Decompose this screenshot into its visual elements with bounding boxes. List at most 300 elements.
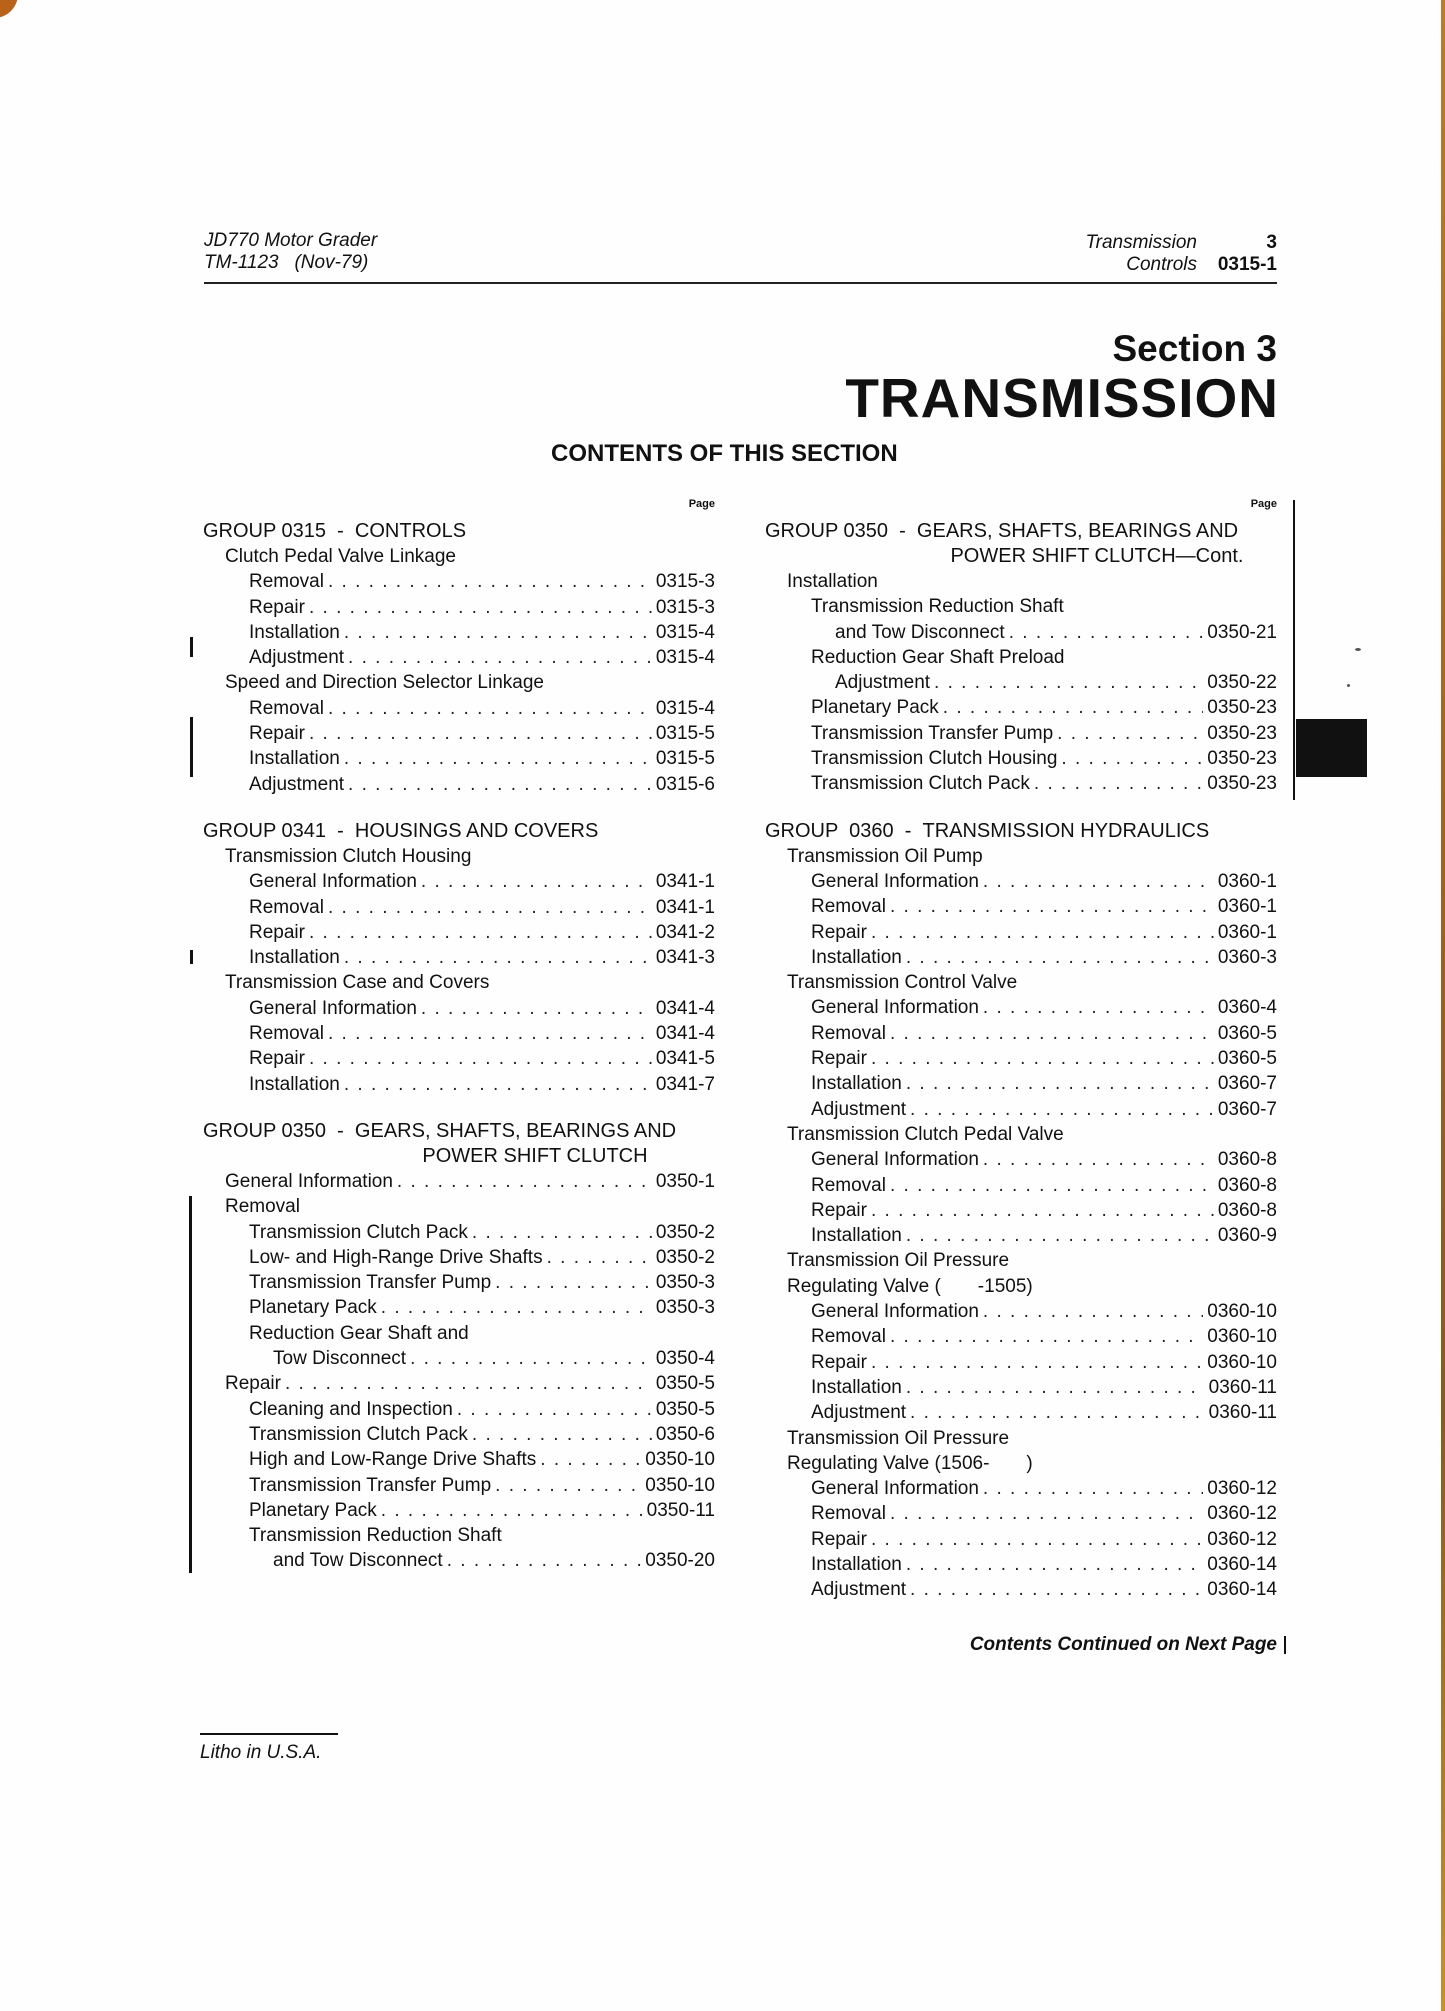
toc-entry-title: Transmission Control Valve <box>787 972 1018 994</box>
toc-entry-title: Installation <box>787 571 878 592</box>
toc-entry[interactable] <box>765 1021 1277 1046</box>
toc-entry[interactable] <box>765 1501 1277 1526</box>
toc-entry-title: Transmission Clutch Housing <box>811 748 1058 770</box>
toc-page-number: 0350-6 <box>655 1423 715 1445</box>
toc-subheading <box>765 970 1277 995</box>
dot-leader <box>983 995 1214 1020</box>
toc-page-number: 0341-7 <box>655 1073 715 1095</box>
toc-entry-title: Repair <box>811 1199 867 1221</box>
toc-entry[interactable] <box>765 771 1277 796</box>
toc-entry[interactable] <box>765 945 1277 970</box>
revision-bar <box>189 1196 192 1573</box>
dot-leader <box>890 894 1214 919</box>
toc-entry-title: Transmission Reduction Shaft <box>811 596 1064 618</box>
toc-entry-title: Adjustment <box>249 773 345 795</box>
toc-entry-title: Transmission Oil Pressure <box>787 1250 1010 1272</box>
dot-leader <box>910 1400 1205 1425</box>
toc-page-number: 0360-12 <box>1207 1478 1277 1500</box>
toc-entry-title: Installation <box>811 1073 902 1095</box>
page-corner-background <box>0 0 18 18</box>
group-code: GROUP 0350 - <box>765 520 917 542</box>
footer-rule <box>200 1733 338 1735</box>
group-title-line1: TRANSMISSION HYDRAULICS <box>922 819 1210 842</box>
toc-entry[interactable] <box>203 1371 715 1396</box>
toc-entry[interactable] <box>765 1476 1277 1501</box>
toc-entry[interactable] <box>203 1245 715 1270</box>
toc-entry[interactable] <box>203 1169 715 1194</box>
toc-page-number: 0360-12 <box>1207 1528 1277 1550</box>
dot-leader <box>381 1498 643 1523</box>
toc-entry[interactable] <box>203 595 715 620</box>
toc-entry-title: Repair <box>249 723 305 745</box>
dot-leader <box>871 1046 1214 1071</box>
toc-entry[interactable] <box>765 869 1277 894</box>
toc-page-number: 0360-7 <box>1217 1073 1277 1095</box>
toc-page-number: 0350-2 <box>655 1221 715 1243</box>
toc-entry[interactable] <box>765 1400 1277 1425</box>
toc-entry-title: Transmission Clutch Housing <box>225 845 472 867</box>
toc-page-number: 0341-1 <box>655 896 715 918</box>
toc-page-number: 0360-10 <box>1207 1351 1277 1373</box>
section-label: Section 3 <box>1112 328 1277 369</box>
toc-page-number: 0341-3 <box>655 947 715 969</box>
toc-page-number: 0350-3 <box>655 1297 715 1319</box>
toc-entry[interactable] <box>203 1397 715 1422</box>
dot-leader <box>906 1223 1214 1248</box>
toc-entry[interactable] <box>203 1046 715 1071</box>
dot-leader <box>447 1548 642 1573</box>
toc-entry-title: Adjustment <box>835 672 931 694</box>
group-code: GROUP 0360 - <box>765 819 923 842</box>
group-spacer <box>765 797 1277 819</box>
dot-leader <box>421 996 652 1021</box>
toc-entry-title: Installation <box>249 748 340 770</box>
dot-leader <box>421 869 652 894</box>
toc-entry[interactable] <box>765 1173 1277 1198</box>
page-column-label: Page <box>688 498 715 510</box>
dot-leader <box>983 869 1214 894</box>
revision-bar <box>1293 500 1295 800</box>
toc-left-column <box>203 497 715 1574</box>
group-title-line2: POWER SHIFT CLUTCH <box>422 1144 648 1167</box>
dot-leader <box>328 569 652 594</box>
toc-entry[interactable] <box>203 920 715 945</box>
dot-leader <box>495 1270 652 1295</box>
running-header-left <box>204 230 377 274</box>
toc-entry-title: General Information <box>249 871 417 893</box>
dot-leader <box>328 696 652 721</box>
group-title-line1: CONTROLS <box>354 520 467 542</box>
toc-entry[interactable] <box>203 1220 715 1245</box>
group-spacer <box>203 797 715 819</box>
toc-page-number: 0360-5 <box>1217 1048 1277 1070</box>
toc-page-number: 0341-2 <box>655 921 715 943</box>
toc-entry-title: Planetary Pack <box>249 1499 377 1521</box>
toc-entry-title: General Information <box>811 1478 979 1500</box>
toc-entry[interactable] <box>203 869 715 894</box>
toc-page-number: 0350-2 <box>655 1246 715 1268</box>
toc-entry[interactable] <box>765 1324 1277 1349</box>
toc-entry[interactable] <box>765 1097 1277 1122</box>
dot-leader <box>472 1220 652 1245</box>
toc-subheading <box>765 1122 1277 1147</box>
toc-entry-title: Repair <box>249 921 305 943</box>
toc-page-number: 0360-4 <box>1217 997 1277 1019</box>
toc-entry-title: Transmission Transfer Pump <box>811 722 1054 744</box>
toc-page-number: 0360-8 <box>1217 1174 1277 1196</box>
toc-entry-title: Tow Disconnect <box>273 1348 407 1370</box>
toc-entry[interactable] <box>203 1021 715 1046</box>
toc-entry-title: Planetary Pack <box>811 697 939 719</box>
toc-entry[interactable] <box>765 1375 1277 1400</box>
toc-subheading <box>203 970 715 995</box>
section-title: TRANSMISSION <box>845 367 1279 429</box>
toc-entry[interactable] <box>765 1577 1277 1602</box>
toc-page-number: 0360-11 <box>1208 1402 1277 1424</box>
group-title-line1: HOUSINGS AND COVERS <box>354 819 599 842</box>
toc-subheading <box>203 1194 715 1219</box>
toc-entry[interactable] <box>203 1498 715 1523</box>
toc-entry-title: Installation <box>249 621 340 643</box>
toc-page-number: 0350-21 <box>1207 621 1277 643</box>
dot-leader <box>495 1473 641 1498</box>
toc-page-number: 0341-5 <box>655 1048 715 1070</box>
toc-entry-title: Adjustment <box>811 1098 907 1120</box>
toc-entry[interactable] <box>203 945 715 970</box>
toc-entry[interactable] <box>765 1147 1277 1172</box>
toc-page-number: 0350-22 <box>1207 672 1277 694</box>
toc-entry[interactable] <box>765 1223 1277 1248</box>
dot-leader <box>871 1198 1214 1223</box>
toc-entry-title: Adjustment <box>249 647 345 669</box>
dot-leader <box>328 895 652 920</box>
group-title-line1: GEARS, SHAFTS, BEARINGS AND <box>354 1119 677 1142</box>
toc-entry-title: Repair <box>811 1048 867 1070</box>
toc-entry[interactable] <box>765 1299 1277 1324</box>
toc-entry[interactable] <box>203 1548 715 1573</box>
toc-entry-title: Regulating Valve (1506- ) <box>787 1452 1033 1474</box>
dot-leader <box>547 1245 652 1270</box>
toc-entry-title: Transmission Transfer Pump <box>249 1474 492 1496</box>
dot-leader <box>397 1169 652 1194</box>
group-heading <box>203 519 715 544</box>
toc-entry-title: Transmission Clutch Pack <box>249 1423 468 1445</box>
group-title <box>917 519 1277 569</box>
toc-entry[interactable] <box>765 1198 1277 1223</box>
toc-subheading <box>765 1274 1277 1299</box>
revision-bar <box>1284 1636 1286 1654</box>
dot-leader <box>871 1527 1203 1552</box>
toc-page-number: 0315-5 <box>655 748 715 770</box>
dot-leader <box>344 1072 652 1097</box>
toc-entry-title: Transmission Oil Pump <box>787 845 983 867</box>
toc-subheading <box>203 844 715 869</box>
paper-speck <box>1347 684 1350 687</box>
dot-leader <box>309 595 652 620</box>
toc-entry[interactable] <box>765 894 1277 919</box>
page-number: 0315-1 <box>1217 254 1277 275</box>
toc-entry-title: Repair <box>811 921 867 943</box>
toc-page-number: 0350-23 <box>1207 697 1277 719</box>
toc-entry-title: Speed and Direction Selector Linkage <box>225 672 544 694</box>
toc-subheading <box>765 645 1277 670</box>
toc-entry-title: Removal <box>249 1023 324 1045</box>
toc-page-number: 0350-10 <box>645 1474 715 1496</box>
dot-leader <box>906 945 1214 970</box>
contents-heading: CONTENTS OF THIS SECTION <box>551 440 898 467</box>
toc-entry-title: and Tow Disconnect <box>835 621 1005 643</box>
toc-entry[interactable] <box>203 1422 715 1447</box>
revision-bar <box>190 637 193 657</box>
toc-entry-title: Removal <box>249 571 324 593</box>
group-heading <box>765 519 1277 569</box>
group-code: GROUP 0341 - <box>203 819 355 842</box>
dot-leader <box>309 920 652 945</box>
toc-subheading <box>765 1426 1277 1451</box>
toc-entry-title: Removal <box>225 1196 300 1218</box>
toc-page-number: 0350-23 <box>1207 748 1277 770</box>
toc-page-number: 0350-20 <box>645 1550 715 1572</box>
dot-leader <box>348 772 652 797</box>
group-heading <box>203 1119 715 1169</box>
toc-entry[interactable] <box>765 920 1277 945</box>
toc-subheading <box>203 1523 715 1548</box>
revision-bar <box>190 717 193 777</box>
dot-leader <box>344 746 652 771</box>
toc-entry-title: Low- and High-Range Drive Shafts <box>249 1246 543 1268</box>
toc-page-number: 0350-10 <box>645 1449 715 1471</box>
toc-entry-title: Transmission Clutch Pedal Valve <box>787 1123 1064 1145</box>
toc-entry-title: Planetary Pack <box>249 1297 377 1319</box>
toc-page-number: 0315-4 <box>655 647 715 669</box>
dot-leader <box>890 1324 1203 1349</box>
toc-entry-title: Repair <box>811 1351 867 1373</box>
toc-entry-title: Transmission Clutch Pack <box>811 773 1030 795</box>
toc-page-number: 0360-14 <box>1207 1579 1277 1601</box>
toc-entry[interactable] <box>203 746 715 771</box>
dot-leader <box>983 1299 1203 1324</box>
dot-leader <box>1009 620 1204 645</box>
toc-entry-title: Transmission Case and Covers <box>225 972 490 994</box>
toc-entry[interactable] <box>203 569 715 594</box>
toc-entry-title: Transmission Transfer Pump <box>249 1272 492 1294</box>
section-number: 3 <box>1266 232 1277 253</box>
toc-entry[interactable] <box>203 1447 715 1472</box>
toc-entry-title: Cleaning and Inspection <box>249 1398 453 1420</box>
group-spacer <box>203 1097 715 1119</box>
dot-leader <box>906 1552 1203 1577</box>
toc-entry[interactable] <box>765 1350 1277 1375</box>
dot-leader <box>906 1375 1205 1400</box>
group-code: GROUP 0315 - <box>203 520 355 542</box>
toc-page-number: 0350-11 <box>646 1499 715 1521</box>
manual-number-date: TM-1123 (Nov-79) <box>204 252 369 273</box>
toc-subheading <box>203 670 715 695</box>
toc-entry[interactable] <box>203 1270 715 1295</box>
toc-entry-title: Removal <box>249 896 324 918</box>
toc-entry-title: Installation <box>249 947 340 969</box>
toc-entry[interactable] <box>765 695 1277 720</box>
toc-entry-title: General Information <box>811 1301 979 1323</box>
toc-entry[interactable] <box>203 696 715 721</box>
dot-leader <box>348 645 652 670</box>
toc-page-number: 0315-4 <box>655 621 715 643</box>
toc-page-number: 0360-3 <box>1217 946 1277 968</box>
revision-bar <box>190 950 193 964</box>
toc-page-number: 0360-8 <box>1217 1199 1277 1221</box>
dot-leader <box>871 920 1214 945</box>
dot-leader <box>983 1147 1214 1172</box>
toc-entry[interactable] <box>203 645 715 670</box>
toc-entry[interactable] <box>765 1071 1277 1096</box>
section-name: Transmission <box>1085 232 1197 253</box>
toc-entry[interactable] <box>203 1346 715 1371</box>
toc-entry[interactable] <box>765 995 1277 1020</box>
toc-entry-title: Installation <box>811 1376 902 1398</box>
toc-page-number: 0315-6 <box>655 773 715 795</box>
group-title-line1: GEARS, SHAFTS, BEARINGS AND <box>916 520 1239 542</box>
dot-leader <box>910 1097 1214 1122</box>
dot-leader <box>983 1476 1203 1501</box>
dot-leader <box>328 1021 652 1046</box>
section-thumb-tab <box>1296 719 1367 777</box>
dot-leader <box>1034 771 1203 796</box>
toc-page-number: 0360-1 <box>1217 896 1277 918</box>
dot-leader <box>309 1046 652 1071</box>
printing-note: Litho in U.S.A. <box>200 1742 322 1763</box>
dot-leader <box>457 1397 652 1422</box>
toc-page-number: 0360-14 <box>1207 1553 1277 1575</box>
toc-entry-title: Removal <box>811 1022 886 1044</box>
toc-entry[interactable] <box>203 772 715 797</box>
toc-page-number: 0360-11 <box>1208 1376 1277 1398</box>
toc-subheading <box>765 594 1277 619</box>
toc-subheading <box>203 544 715 569</box>
dot-leader <box>871 1350 1203 1375</box>
toc-subheading <box>765 844 1277 869</box>
toc-entry-title: General Information <box>811 1149 979 1171</box>
toc-entry[interactable] <box>203 1072 715 1097</box>
group-title <box>922 819 1277 844</box>
toc-entry[interactable] <box>765 721 1277 746</box>
running-header-right <box>997 232 1277 276</box>
dot-leader <box>344 620 652 645</box>
dot-leader <box>472 1422 652 1447</box>
toc-entry-title: Transmission Reduction Shaft <box>249 1525 502 1547</box>
group-title <box>355 1119 715 1169</box>
toc-entry[interactable] <box>203 620 715 645</box>
group-code: GROUP 0350 - <box>203 1119 355 1142</box>
dot-leader <box>910 1577 1203 1602</box>
dot-leader <box>410 1346 652 1371</box>
dot-leader <box>309 721 652 746</box>
toc-page-number: 0360-9 <box>1217 1225 1277 1247</box>
toc-entry-title: Repair <box>225 1373 281 1395</box>
toc-subheading <box>765 1248 1277 1273</box>
toc-entry-title: Removal <box>811 1503 886 1525</box>
toc-page-number: 0360-10 <box>1207 1301 1277 1323</box>
toc-page-number: 0360-10 <box>1207 1326 1277 1348</box>
dot-leader <box>344 945 652 970</box>
toc-entry-title: Installation <box>811 1553 902 1575</box>
toc-entry[interactable] <box>203 1473 715 1498</box>
toc-page-number: 0360-8 <box>1217 1149 1277 1171</box>
toc-entry-title: Clutch Pedal Valve Linkage <box>225 546 456 567</box>
toc-subheading <box>765 569 1277 594</box>
group-heading <box>203 819 715 844</box>
toc-page-number: 0350-1 <box>655 1170 715 1192</box>
toc-entry[interactable] <box>765 620 1277 645</box>
toc-entry[interactable] <box>203 895 715 920</box>
toc-entry-title: Removal <box>811 896 886 918</box>
toc-entry-title: Removal <box>811 1174 886 1196</box>
header-rule <box>204 282 1277 284</box>
toc-page-number: 0360-5 <box>1217 1022 1277 1044</box>
dot-leader <box>890 1173 1214 1198</box>
toc-entry-title: Installation <box>811 946 902 968</box>
toc-page-number: 0315-3 <box>655 596 715 618</box>
contents-continued-note: Contents Continued on Next Page <box>969 1634 1277 1655</box>
toc-entry[interactable] <box>765 746 1277 771</box>
toc-page-number: 0315-4 <box>655 697 715 719</box>
group-title-line2: POWER SHIFT CLUTCH—Cont. <box>950 545 1244 567</box>
toc-entry-title: Adjustment <box>811 1402 907 1424</box>
toc-right-column <box>765 497 1277 1603</box>
toc-entry-title: Installation <box>249 1073 340 1095</box>
toc-entry[interactable] <box>765 1552 1277 1577</box>
toc-page-number: 0360-1 <box>1217 921 1277 943</box>
toc-entry[interactable] <box>203 721 715 746</box>
toc-entry-title: High and Low-Range Drive Shafts <box>249 1449 537 1471</box>
toc-entry[interactable] <box>203 996 715 1021</box>
toc-page-number: 0350-23 <box>1207 773 1277 795</box>
toc-entry-title: General Information <box>811 997 979 1019</box>
toc-entry-title: Removal <box>249 697 324 719</box>
toc-entry-title: Repair <box>249 1048 305 1070</box>
dot-leader <box>890 1021 1214 1046</box>
group-title <box>355 819 715 844</box>
toc-subheading <box>203 1321 715 1346</box>
toc-subheading <box>765 1451 1277 1476</box>
toc-page-number: 0341-4 <box>655 997 715 1019</box>
toc-entry[interactable] <box>203 1295 715 1320</box>
toc-entry-title: Reduction Gear Shaft and <box>249 1322 469 1344</box>
toc-page-number: 0315-3 <box>655 571 715 593</box>
dot-leader <box>934 670 1203 695</box>
toc-page-number: 0350-3 <box>655 1272 715 1294</box>
group-title <box>355 519 715 544</box>
manual-title: JD770 Motor Grader <box>204 230 378 251</box>
toc-entry-title: Installation <box>811 1225 902 1247</box>
toc-entry-title: Reduction Gear Shaft Preload <box>811 646 1065 668</box>
toc-page-number: 0360-1 <box>1217 870 1277 892</box>
group-name: Controls <box>1126 254 1197 275</box>
group-heading <box>765 819 1277 844</box>
toc-entry-title: Repair <box>249 596 305 618</box>
dot-leader <box>540 1447 641 1472</box>
toc-entry-title: Adjustment <box>811 1579 907 1601</box>
dot-leader <box>381 1295 652 1320</box>
page-edge-background <box>1441 0 1445 2011</box>
toc-entry-title: Transmission Clutch Pack <box>249 1221 468 1243</box>
toc-entry-title: Transmission Oil Pressure <box>787 1427 1010 1449</box>
dot-leader <box>1061 746 1203 771</box>
dot-leader <box>943 695 1203 720</box>
toc-entry[interactable] <box>765 1046 1277 1071</box>
toc-page-number: 0350-4 <box>655 1348 715 1370</box>
toc-entry[interactable] <box>765 670 1277 695</box>
toc-entry[interactable] <box>765 1527 1277 1552</box>
